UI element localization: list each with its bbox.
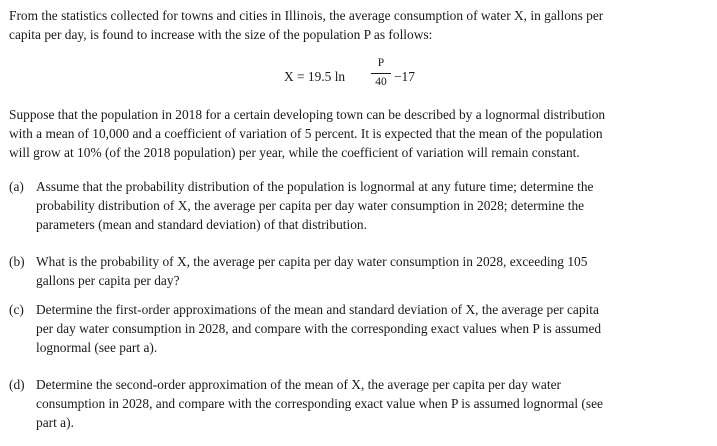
part-a-marker: (a) (9, 179, 24, 194)
part-d-line: consumption in 2028, and compare with the corresponding exact value when P is assumed lognormal (see (36, 396, 603, 412)
formula-numerator: P (377, 57, 385, 69)
part-d-line: part a). (36, 415, 74, 431)
formula-denominator: 40 (375, 76, 387, 88)
formula-constant: −17 (394, 69, 415, 84)
setup-line: with a mean of 10,000 and a coefficient of variation of 5 percent. It is expected that the mean of the population (9, 126, 603, 142)
intro-paragraph (9, 6, 709, 44)
part-d-line: Determine the second-order approximation of the mean of X, the average per capita per day water (36, 377, 561, 392)
setup-line: Suppose that the population in 2018 for a certain developing town can be described by a lognormal distribution (9, 107, 606, 122)
part-a-line: probability distribution of X, the average per capita per day water consumption in 2028; determine the (36, 198, 585, 214)
part-b-line: What is the probability of X, the average per capita per day water consumption in 2028, exceeding 105 (36, 254, 588, 269)
setup-paragraph (9, 105, 709, 163)
part-b-line: gallons per capita per day? (36, 273, 180, 289)
fraction-bar (371, 73, 391, 74)
consumption-formula (0, 57, 717, 93)
part-c-marker: (c) (9, 302, 24, 317)
part-a-line: parameters (mean and standard deviation) of that distribution. (36, 217, 367, 233)
part-a-text (36, 177, 709, 235)
setup-line: will grow at 10% (of the 2018 population) per year, while the coefficient of variation will remain constant. (9, 145, 580, 161)
formula-fraction (371, 57, 391, 89)
part-c-line: per day water consumption in 2028, and compare with the corresponding exact values when P is assumed (36, 321, 602, 337)
part-c-line: lognormal (see part a). (36, 340, 158, 356)
intro-line: From the statistics collected for towns and cities in Illinois, the average consumption of water X, in gallons per (9, 8, 604, 23)
formula-lhs: X = 19.5 ln (284, 69, 346, 84)
part-c-text (36, 300, 709, 358)
part-b-text (36, 252, 709, 290)
part-d-marker: (d) (9, 377, 25, 392)
intro-line: capita per day, is found to increase with the size of the population P as follows: (9, 27, 433, 43)
part-b-marker: (b) (9, 254, 25, 269)
part-c-line: Determine the first-order approximations of the mean and standard deviation of X, the average per capita (36, 302, 599, 317)
part-d-text (36, 375, 709, 433)
part-a-line: Assume that the probability distribution of the population is lognormal at any future time; determine the (36, 179, 594, 194)
